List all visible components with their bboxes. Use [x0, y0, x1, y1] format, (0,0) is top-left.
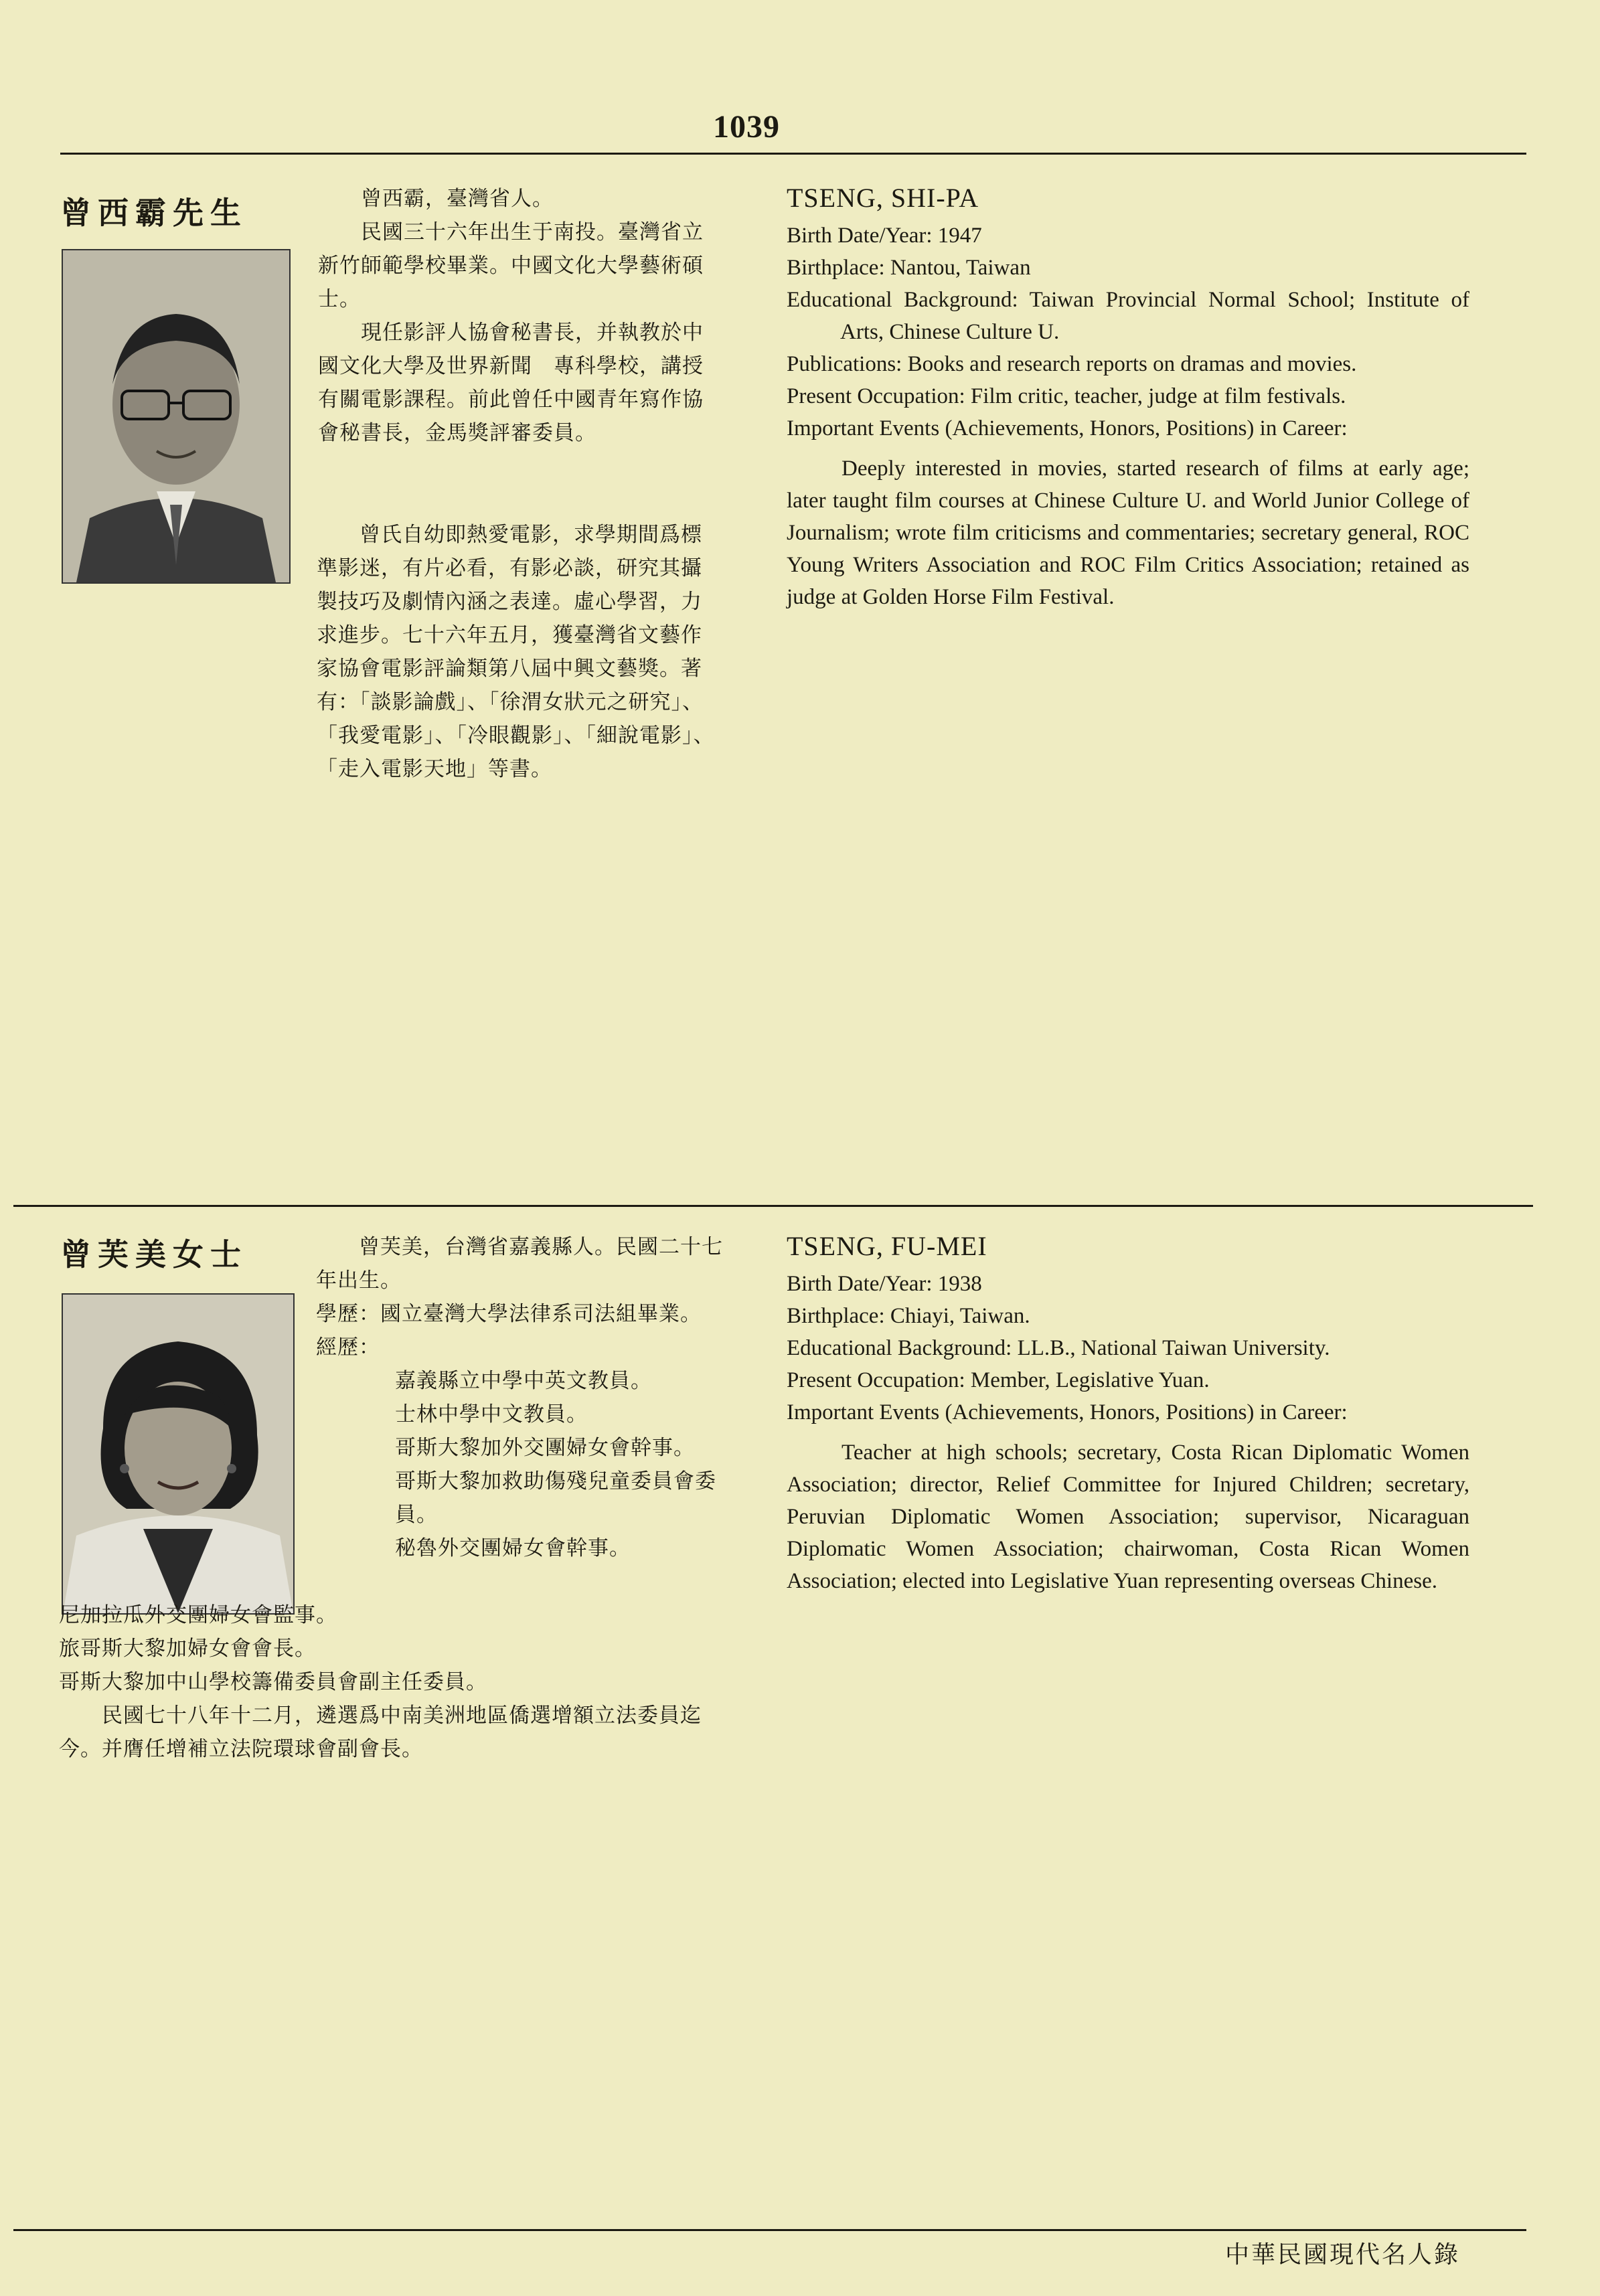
entry-1-cn-para-4: 曾氏自幼即熱愛電影，求學期間爲標準影迷，有片必看，有影必談，研究其攝製技巧及劇情內涵之表達。虛心學習，力求進步。七十六年五月，獲臺灣省文藝作家協會電影評論類第八屆中興文藝獎。著有：「談影論戲」、「徐渭女狀元之研究」、「我愛電影」、「冷眼觀影」、「細說電影」、「走入電影天地」等書。: [317, 523, 715, 781]
entry-1-education: Educational Background: Taiwan Provincial Normal School; Institute of Arts, Chinese Culture U.: [787, 288, 1469, 344]
entry-1-cn-para-2: 民國三十六年出生于南投。臺灣省立新竹師範學校畢業。中國文化大學藝術碩士。: [318, 220, 704, 311]
entry-2-events-heading: Important Events (Achievements, Honors, Positions) in Career:: [787, 1400, 1348, 1424]
entry-2-cn-exp-2: 士林中學中文教員。: [395, 1402, 588, 1426]
entry-1-english-name: TSENG, SHI-PA: [787, 183, 979, 213]
entry-2-occupation: Present Occupation: Member, Legislative Yuan.: [787, 1368, 1210, 1392]
entry-1-birthplace: Birthplace: Nantou, Taiwan: [787, 256, 1031, 280]
entry-1-birth-date: Birth Date/Year: 1947: [787, 224, 982, 248]
footer-rule: [13, 2229, 1526, 2231]
entry-1-chinese-bio-top: [318, 182, 720, 450]
show-through-text: [763, 750, 1459, 1205]
entry-2-cn-exp-1: 嘉義縣立中學中英文教員。: [395, 1369, 652, 1393]
portrait-woman-icon: [63, 1295, 293, 1613]
entry-2-birthplace: Birthplace: Chiayi, Taiwan.: [787, 1304, 1030, 1328]
entry-separator-rule: [13, 1205, 1533, 1207]
entry-1-cn-para-3: 現任影評人協會秘書長，并執教於中國文化大學及世界新聞 專科學校，講授有關電影課程。前此曾任中國青年寫作協會秘書長，金馬獎評審委員。: [318, 321, 704, 445]
entry-2-english-bio: [787, 1268, 1469, 1597]
entry-2-chinese-bio-top: [316, 1230, 724, 1565]
page-number: 1039: [713, 109, 780, 145]
entry-2-cn-intro: 曾芙美，台灣省嘉義縣人。民國二十七年出生。: [316, 1235, 723, 1293]
entry-1-career-text: Deeply interested in movies, started research of films at early age; later taught film courses at Chinese Culture U. and World Junior College of Journalism; wrote film criticisms and commentaries; secretary general, ROC Young Writers Association and ROC Film Critics Association; retained as judge at Golden Horse Film Festival.: [787, 457, 1469, 609]
entry-1-cn-para-1: 曾西霸，臺灣省人。: [361, 187, 554, 211]
entry-2-english-name: TSENG, FU-MEI: [787, 1231, 987, 1261]
entry-2-cn-education-label: 學歷：: [316, 1302, 380, 1326]
entry-2-cn-exp-6: 尼加拉瓜外交團婦女會監事。: [59, 1603, 337, 1627]
entry-2-cn-exp-7: 旅哥斯大黎加婦女會會長。: [59, 1637, 316, 1661]
book-title-footer: 中華民國現代名人錄: [1225, 2241, 1461, 2269]
entry-2-photo: [62, 1293, 295, 1615]
entry-2-cn-exp-5: 秘魯外交團婦女會幹事。: [395, 1536, 631, 1560]
entry-1-occupation: Present Occupation: Film critic, teacher, judge at film festivals.: [787, 384, 1346, 408]
entry-1-chinese-bio-bottom: [59, 518, 722, 786]
entry-2-education: Educational Background: LL.B., National Taiwan University.: [787, 1336, 1330, 1360]
entry-2-chinese-bio-bottom: [59, 1598, 728, 1766]
entry-2-chinese-name: 曾芙美女士: [60, 1236, 248, 1273]
entry-1-chinese-name: 曾西霸先生: [60, 195, 248, 231]
entry-2-cn-exp-8: 哥斯大黎加中山學校籌備委員會副主任委員。: [59, 1670, 487, 1694]
entry-2-cn-closing: 民國七十八年十二月，遴選爲中南美洲地區僑選增額立法委員迄今。并膺任增補立法院環球會副會長。: [59, 1704, 702, 1761]
entry-2-cn-education-value: 國立臺灣大學法律系司法組畢業。: [380, 1302, 702, 1326]
entry-2-career-text: Teacher at high schools; secretary, Costa Rican Diplomatic Women Association; director, Relief Committee for Injured Children; secretary, Peruvian Diplomatic Women Association; supervisor, Nicaraguan Diplomatic Women Association; chairwoman, Costa Rican Women Association; elected into Legislative Yuan representing overseas Chinese.: [787, 1441, 1469, 1593]
entry-1-english-bio: [787, 220, 1469, 613]
header-rule: [60, 153, 1526, 155]
entry-2-birth-date: Birth Date/Year: 1938: [787, 1272, 982, 1296]
entry-1-events-heading: Important Events (Achievements, Honors, Positions) in Career:: [787, 416, 1348, 440]
entry-2-cn-exp-4: 哥斯大黎加救助傷殘兒童委員會委員。: [395, 1469, 716, 1527]
entry-2-cn-exp-3: 哥斯大黎加外交團婦女會幹事。: [395, 1436, 695, 1460]
entry-1-publications: Publications: Books and research reports on dramas and movies.: [787, 352, 1357, 376]
entry-2-cn-experience-label: 經歷：: [316, 1335, 380, 1360]
entry-2-cn-education: [316, 1297, 724, 1331]
